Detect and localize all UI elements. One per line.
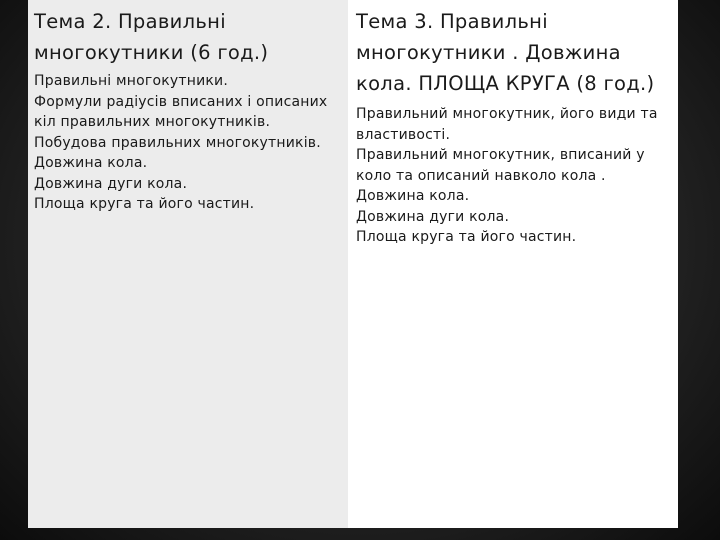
topic-3-title: Тема 3. Правильні многокутники . Довжина кола. ПЛОЩА КРУГА (8 год.) [356,10,655,95]
slide-content [28,0,678,528]
topic-3-column [348,0,678,528]
topic-2-line: Побудова правильних многокутників. [34,134,321,151]
topic-2-line: Формули радіусів вписаних і описаних кіл правильних многокутників. [34,93,328,130]
topic-2-column [28,0,348,528]
topic-2-line: Довжина дуги кола. [34,175,188,192]
topic-3-line: Правильний многокутник, його види та властивості. [356,106,658,143]
topic-2-line: Правильні многокутники. [34,73,228,89]
topic-2-line: Площа круга та його частин. [34,196,255,212]
topic-3-line: Площа круга та його частин. [356,229,577,245]
topic-2-title: Тема 2. Правильні многокутники (6 год.) [34,10,269,64]
topic-3-line: Довжина кола. [356,188,470,204]
topic-3-content [356,104,670,248]
topic-2-line: Довжина кола. [34,155,148,171]
topic-3-line: Правильний многокутник, вписаний у коло та описаний навколо кола . [356,147,645,184]
topic-2-content [34,71,342,215]
topic-3-line: Довжина дуги кола. [356,208,510,225]
